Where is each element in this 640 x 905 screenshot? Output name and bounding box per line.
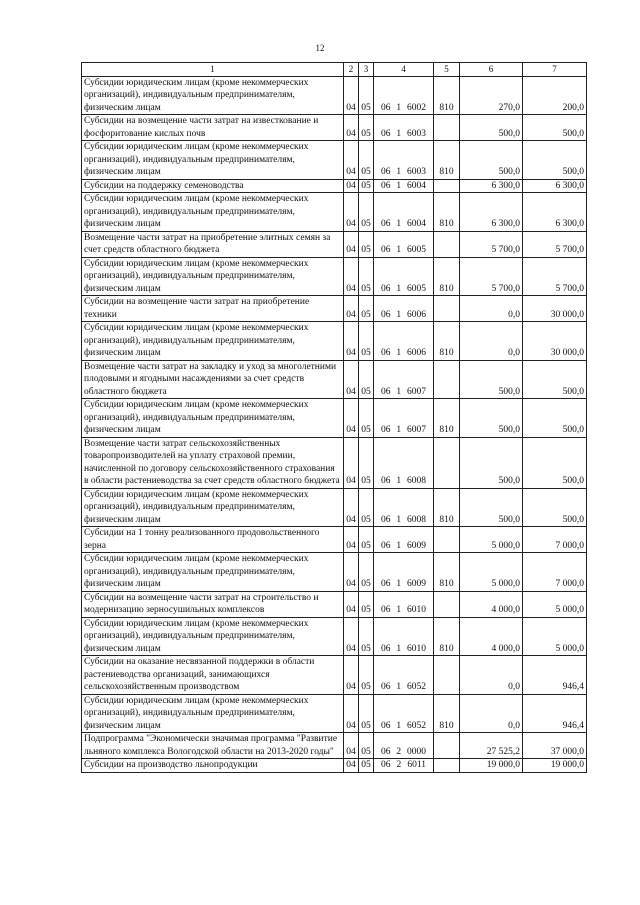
row-code-subprogram: 1 xyxy=(396,348,402,358)
row-code-program: 06 xyxy=(381,760,391,770)
row-name: Возмещение части затрат сельскохозяйственных товаропроизводителей на уплату страховой премии, начисленной по договору сельскохозяйственного страхования в области растениеводства за счет средств областного бюджета xyxy=(82,437,344,488)
row-code-program: 06 xyxy=(381,309,391,320)
row-code-program: 06 xyxy=(381,746,391,757)
row-code-program: 06 xyxy=(381,540,391,551)
row-target-article xyxy=(374,76,434,115)
row-section: 04 xyxy=(344,115,359,141)
row-code-program: 06 xyxy=(381,720,391,731)
row-code-program: 06 xyxy=(381,102,391,113)
row-amount-year-2: 5 000,0 xyxy=(523,591,587,617)
row-name: Субсидии юридическим лицам (кроме некоммерческих организаций), индивидуальным предпринимателям, физическим лицам xyxy=(82,322,344,361)
row-target-article xyxy=(374,322,434,361)
row-subsection: 05 xyxy=(359,553,374,592)
row-target-article xyxy=(374,437,434,488)
row-expense-type xyxy=(434,231,460,257)
row-code-program: 06 xyxy=(381,386,391,397)
row-name: Субсидии на возмещение части затрат на строительство и модернизацию зерносушильных комплексов xyxy=(82,591,344,617)
row-amount-year-1: 0,0 xyxy=(460,656,523,695)
row-name: Субсидии юридическим лицам (кроме некоммерческих организаций), индивидуальным предпринимателям, физическим лицам xyxy=(82,193,344,232)
row-code-program: 06 xyxy=(381,219,391,229)
row-section: 04 xyxy=(344,617,359,656)
row-expense-type: 810 xyxy=(434,488,460,527)
row-code-direction: 6008 xyxy=(407,476,426,486)
table-row xyxy=(82,527,587,553)
table-row xyxy=(82,733,587,759)
table-row xyxy=(82,193,587,232)
row-amount-year-1: 6 300,0 xyxy=(460,179,523,193)
header-col-7: 7 xyxy=(523,63,587,77)
row-amount-year-1: 0,0 xyxy=(460,694,523,733)
row-code-program: 06 xyxy=(381,476,391,486)
row-code-program: 06 xyxy=(381,579,391,589)
row-subsection: 05 xyxy=(359,76,374,115)
row-subsection: 05 xyxy=(359,115,374,141)
row-code-subprogram: 1 xyxy=(396,180,402,191)
row-subsection: 05 xyxy=(359,437,374,488)
row-target-article xyxy=(374,193,434,232)
row-code-program: 06 xyxy=(381,283,391,294)
row-code-direction: 6007 xyxy=(407,386,426,397)
header-col-1: 1 xyxy=(82,63,344,77)
header-col-4: 4 xyxy=(374,63,434,77)
table-row xyxy=(82,322,587,361)
row-expense-type xyxy=(434,656,460,695)
row-target-article xyxy=(374,115,434,141)
row-subsection: 05 xyxy=(359,141,374,180)
row-name: Подпрограмма "Экономически значимая программа "Развитие льняного комплекса Вологодской области на 2013-2020 годы" xyxy=(82,733,344,759)
row-code-direction: 6002 xyxy=(407,102,426,113)
table-row xyxy=(82,553,587,592)
row-code-direction: 6004 xyxy=(407,180,426,191)
table-body xyxy=(82,76,587,772)
budget-table xyxy=(81,62,587,773)
row-target-article xyxy=(374,231,434,257)
table-row xyxy=(82,488,587,527)
row-section: 04 xyxy=(344,733,359,759)
row-expense-type xyxy=(434,591,460,617)
row-expense-type xyxy=(434,179,460,193)
row-name: Субсидии на возмещение части затрат на приобретение техники xyxy=(82,296,344,322)
row-subsection: 05 xyxy=(359,527,374,553)
page-number: 12 xyxy=(315,43,325,53)
row-subsection: 05 xyxy=(359,360,374,399)
row-target-article xyxy=(374,733,434,759)
row-expense-type: 810 xyxy=(434,193,460,232)
table-row xyxy=(82,759,587,773)
row-code-direction: 6005 xyxy=(407,245,426,255)
table-row xyxy=(82,437,587,488)
row-code-subprogram: 1 xyxy=(396,514,402,525)
row-amount-year-2: 7 000,0 xyxy=(523,553,587,592)
table-row xyxy=(82,399,587,438)
row-code-subprogram: 1 xyxy=(396,128,402,139)
row-target-article xyxy=(374,656,434,695)
row-subsection: 05 xyxy=(359,733,374,759)
row-expense-type: 810 xyxy=(434,694,460,733)
row-section: 04 xyxy=(344,141,359,180)
row-section: 04 xyxy=(344,488,359,527)
row-code-program: 06 xyxy=(381,425,391,435)
row-code-program: 06 xyxy=(381,167,391,177)
row-target-article xyxy=(374,360,434,399)
row-amount-year-1: 4 000,0 xyxy=(460,591,523,617)
table-row xyxy=(82,257,587,296)
row-amount-year-1: 500,0 xyxy=(460,488,523,527)
row-name: Субсидии юридическим лицам (кроме некоммерческих организаций), индивидуальным предпринимателям, физическим лицам xyxy=(82,694,344,733)
row-subsection: 05 xyxy=(359,694,374,733)
row-section: 04 xyxy=(344,360,359,399)
row-amount-year-2: 200,0 xyxy=(523,76,587,115)
row-subsection: 05 xyxy=(359,179,374,193)
row-name: Субсидии юридическим лицам (кроме некоммерческих организаций), индивидуальным предпринимателям, физическим лицам xyxy=(82,141,344,180)
row-amount-year-2: 37 000,0 xyxy=(523,733,587,759)
row-amount-year-2: 6 300,0 xyxy=(523,179,587,193)
row-code-direction: 6004 xyxy=(407,219,426,229)
row-amount-year-1: 0,0 xyxy=(460,296,523,322)
row-section: 04 xyxy=(344,591,359,617)
row-target-article xyxy=(374,399,434,438)
row-amount-year-2: 500,0 xyxy=(523,141,587,180)
row-target-article xyxy=(374,257,434,296)
row-name: Субсидии на 1 тонну реализованного продовольственного зерна xyxy=(82,527,344,553)
row-code-subprogram: 1 xyxy=(396,386,402,397)
row-name: Субсидии на возмещение части затрат на известкование и фосфоритование кислых почв xyxy=(82,115,344,141)
row-code-program: 06 xyxy=(381,643,391,654)
header-col-6: 6 xyxy=(460,63,523,77)
row-name: Субсидии юридическим лицам (кроме некоммерческих организаций), индивидуальным предпринимателям, физическим лицам xyxy=(82,488,344,527)
row-amount-year-2: 6 300,0 xyxy=(523,193,587,232)
table-row xyxy=(82,656,587,695)
row-expense-type: 810 xyxy=(434,257,460,296)
row-amount-year-1: 5 700,0 xyxy=(460,231,523,257)
header-col-2: 2 xyxy=(344,63,359,77)
row-code-subprogram: 2 xyxy=(396,760,402,770)
row-section: 04 xyxy=(344,193,359,232)
row-code-subprogram: 1 xyxy=(396,682,402,692)
row-amount-year-1: 500,0 xyxy=(460,360,523,399)
row-section: 04 xyxy=(344,231,359,257)
row-section: 04 xyxy=(344,257,359,296)
row-code-direction: 6003 xyxy=(407,167,426,177)
row-amount-year-1: 500,0 xyxy=(460,399,523,438)
row-subsection: 05 xyxy=(359,656,374,695)
row-code-direction: 6003 xyxy=(407,128,426,139)
row-amount-year-1: 500,0 xyxy=(460,141,523,180)
row-amount-year-1: 6 300,0 xyxy=(460,193,523,232)
row-code-program: 06 xyxy=(381,128,391,139)
row-code-subprogram: 1 xyxy=(396,309,402,320)
row-expense-type xyxy=(434,360,460,399)
row-section: 04 xyxy=(344,76,359,115)
table-header-row xyxy=(82,63,587,77)
row-expense-type: 810 xyxy=(434,76,460,115)
row-amount-year-1: 0,0 xyxy=(460,322,523,361)
row-amount-year-2: 30 000,0 xyxy=(523,296,587,322)
row-code-program: 06 xyxy=(381,245,391,255)
row-code-subprogram: 1 xyxy=(396,219,402,229)
row-section: 04 xyxy=(344,694,359,733)
row-subsection: 05 xyxy=(359,193,374,232)
table-row xyxy=(82,231,587,257)
row-amount-year-2: 5 700,0 xyxy=(523,231,587,257)
row-section: 04 xyxy=(344,296,359,322)
row-section: 04 xyxy=(344,399,359,438)
row-section: 04 xyxy=(344,179,359,193)
row-code-subprogram: 1 xyxy=(396,720,402,731)
row-section: 04 xyxy=(344,759,359,773)
row-amount-year-1: 4 000,0 xyxy=(460,617,523,656)
table-row xyxy=(82,76,587,115)
row-target-article xyxy=(374,296,434,322)
row-code-subprogram: 1 xyxy=(396,643,402,654)
row-code-direction: 6007 xyxy=(407,425,426,435)
row-subsection: 05 xyxy=(359,257,374,296)
row-expense-type xyxy=(434,437,460,488)
row-code-subprogram: 2 xyxy=(396,746,402,757)
row-expense-type: 810 xyxy=(434,399,460,438)
table-row xyxy=(82,617,587,656)
row-code-direction: 6011 xyxy=(407,760,426,770)
row-target-article xyxy=(374,527,434,553)
row-code-direction: 6010 xyxy=(407,605,426,615)
row-amount-year-1: 500,0 xyxy=(460,437,523,488)
row-target-article xyxy=(374,141,434,180)
row-code-direction: 6052 xyxy=(407,720,426,731)
row-code-direction: 6009 xyxy=(407,540,426,551)
table-row xyxy=(82,115,587,141)
row-amount-year-2: 19 000,0 xyxy=(523,759,587,773)
row-name: Субсидии юридическим лицам (кроме некоммерческих организаций), индивидуальным предпринимателям, физическим лицам xyxy=(82,76,344,115)
row-amount-year-2: 946,4 xyxy=(523,694,587,733)
row-subsection: 05 xyxy=(359,399,374,438)
row-amount-year-2: 500,0 xyxy=(523,360,587,399)
row-expense-type: 810 xyxy=(434,141,460,180)
row-code-program: 06 xyxy=(381,514,391,525)
row-amount-year-2: 500,0 xyxy=(523,437,587,488)
row-expense-type xyxy=(434,733,460,759)
row-target-article xyxy=(374,488,434,527)
row-name: Субсидии юридическим лицам (кроме некоммерческих организаций), индивидуальным предпринимателям, физическим лицам xyxy=(82,617,344,656)
row-name: Субсидии юридическим лицам (кроме некоммерческих организаций), индивидуальным предпринимателям, физическим лицам xyxy=(82,399,344,438)
row-target-article xyxy=(374,553,434,592)
row-code-direction: 6052 xyxy=(407,682,426,692)
row-target-article xyxy=(374,617,434,656)
row-amount-year-2: 7 000,0 xyxy=(523,527,587,553)
row-expense-type: 810 xyxy=(434,617,460,656)
row-section: 04 xyxy=(344,553,359,592)
row-section: 04 xyxy=(344,656,359,695)
row-code-direction: 6005 xyxy=(407,283,426,294)
row-name: Субсидии юридическим лицам (кроме некоммерческих организаций), индивидуальным предпринимателям, физическим лицам xyxy=(82,257,344,296)
row-expense-type: 810 xyxy=(434,553,460,592)
row-target-article xyxy=(374,694,434,733)
row-name: Субсидии на производство льнопродукции xyxy=(82,759,344,773)
row-expense-type xyxy=(434,115,460,141)
table-row xyxy=(82,591,587,617)
row-amount-year-2: 500,0 xyxy=(523,115,587,141)
row-amount-year-1: 500,0 xyxy=(460,115,523,141)
row-expense-type xyxy=(434,759,460,773)
row-target-article xyxy=(374,591,434,617)
row-code-subprogram: 1 xyxy=(396,245,402,255)
table-row xyxy=(82,141,587,180)
row-target-article xyxy=(374,179,434,193)
row-subsection: 05 xyxy=(359,759,374,773)
row-code-subprogram: 1 xyxy=(396,579,402,589)
row-subsection: 05 xyxy=(359,488,374,527)
row-amount-year-2: 500,0 xyxy=(523,488,587,527)
row-code-subprogram: 1 xyxy=(396,605,402,615)
row-amount-year-2: 946,4 xyxy=(523,656,587,695)
row-code-subprogram: 1 xyxy=(396,476,402,486)
row-code-direction: 6006 xyxy=(407,348,426,358)
row-code-program: 06 xyxy=(381,605,391,615)
row-code-direction: 6009 xyxy=(407,579,426,589)
row-section: 04 xyxy=(344,437,359,488)
row-expense-type xyxy=(434,296,460,322)
row-name: Субсидии юридическим лицам (кроме некоммерческих организаций), индивидуальным предпринимателям, физическим лицам xyxy=(82,553,344,592)
row-code-direction: 0000 xyxy=(407,746,426,757)
row-subsection: 05 xyxy=(359,296,374,322)
row-amount-year-1: 5 000,0 xyxy=(460,527,523,553)
row-amount-year-2: 5 700,0 xyxy=(523,257,587,296)
row-amount-year-1: 5 700,0 xyxy=(460,257,523,296)
row-code-program: 06 xyxy=(381,682,391,692)
row-code-program: 06 xyxy=(381,348,391,358)
row-subsection: 05 xyxy=(359,591,374,617)
row-code-subprogram: 1 xyxy=(396,102,402,113)
row-expense-type xyxy=(434,527,460,553)
row-code-subprogram: 1 xyxy=(396,167,402,177)
table-row xyxy=(82,360,587,399)
row-name: Субсидии на поддержку семеноводства xyxy=(82,179,344,193)
row-code-subprogram: 1 xyxy=(396,540,402,551)
row-name: Субсидии на оказание несвязанной поддержки в области растениеводства организаций, занимающихся сельскохозяйственным производством xyxy=(82,656,344,695)
header-col-3: 3 xyxy=(359,63,374,77)
row-code-subprogram: 1 xyxy=(396,425,402,435)
row-amount-year-1: 5 000,0 xyxy=(460,553,523,592)
table-row xyxy=(82,179,587,193)
header-col-5: 5 xyxy=(434,63,460,77)
row-section: 04 xyxy=(344,527,359,553)
row-amount-year-1: 19 000,0 xyxy=(460,759,523,773)
row-subsection: 05 xyxy=(359,617,374,656)
row-subsection: 05 xyxy=(359,231,374,257)
row-subsection: 05 xyxy=(359,322,374,361)
row-code-direction: 6006 xyxy=(407,309,426,320)
row-code-direction: 6010 xyxy=(407,643,426,654)
row-section: 04 xyxy=(344,322,359,361)
row-code-subprogram: 1 xyxy=(396,283,402,294)
row-expense-type: 810 xyxy=(434,322,460,361)
row-amount-year-1: 270,0 xyxy=(460,76,523,115)
row-name: Возмещение части затрат на приобретение элитных семян за счет средств областного бюджета xyxy=(82,231,344,257)
row-amount-year-2: 500,0 xyxy=(523,399,587,438)
row-amount-year-2: 5 000,0 xyxy=(523,617,587,656)
row-name: Возмещение части затрат на закладку и уход за многолетними плодовыми и ягодными насаждениями за счет средств областного бюджета xyxy=(82,360,344,399)
row-code-direction: 6008 xyxy=(407,514,426,525)
row-target-article xyxy=(374,759,434,773)
table-row xyxy=(82,296,587,322)
row-code-program: 06 xyxy=(381,180,391,191)
row-amount-year-1: 27 525,2 xyxy=(460,733,523,759)
table-row xyxy=(82,694,587,733)
row-amount-year-2: 30 000,0 xyxy=(523,322,587,361)
